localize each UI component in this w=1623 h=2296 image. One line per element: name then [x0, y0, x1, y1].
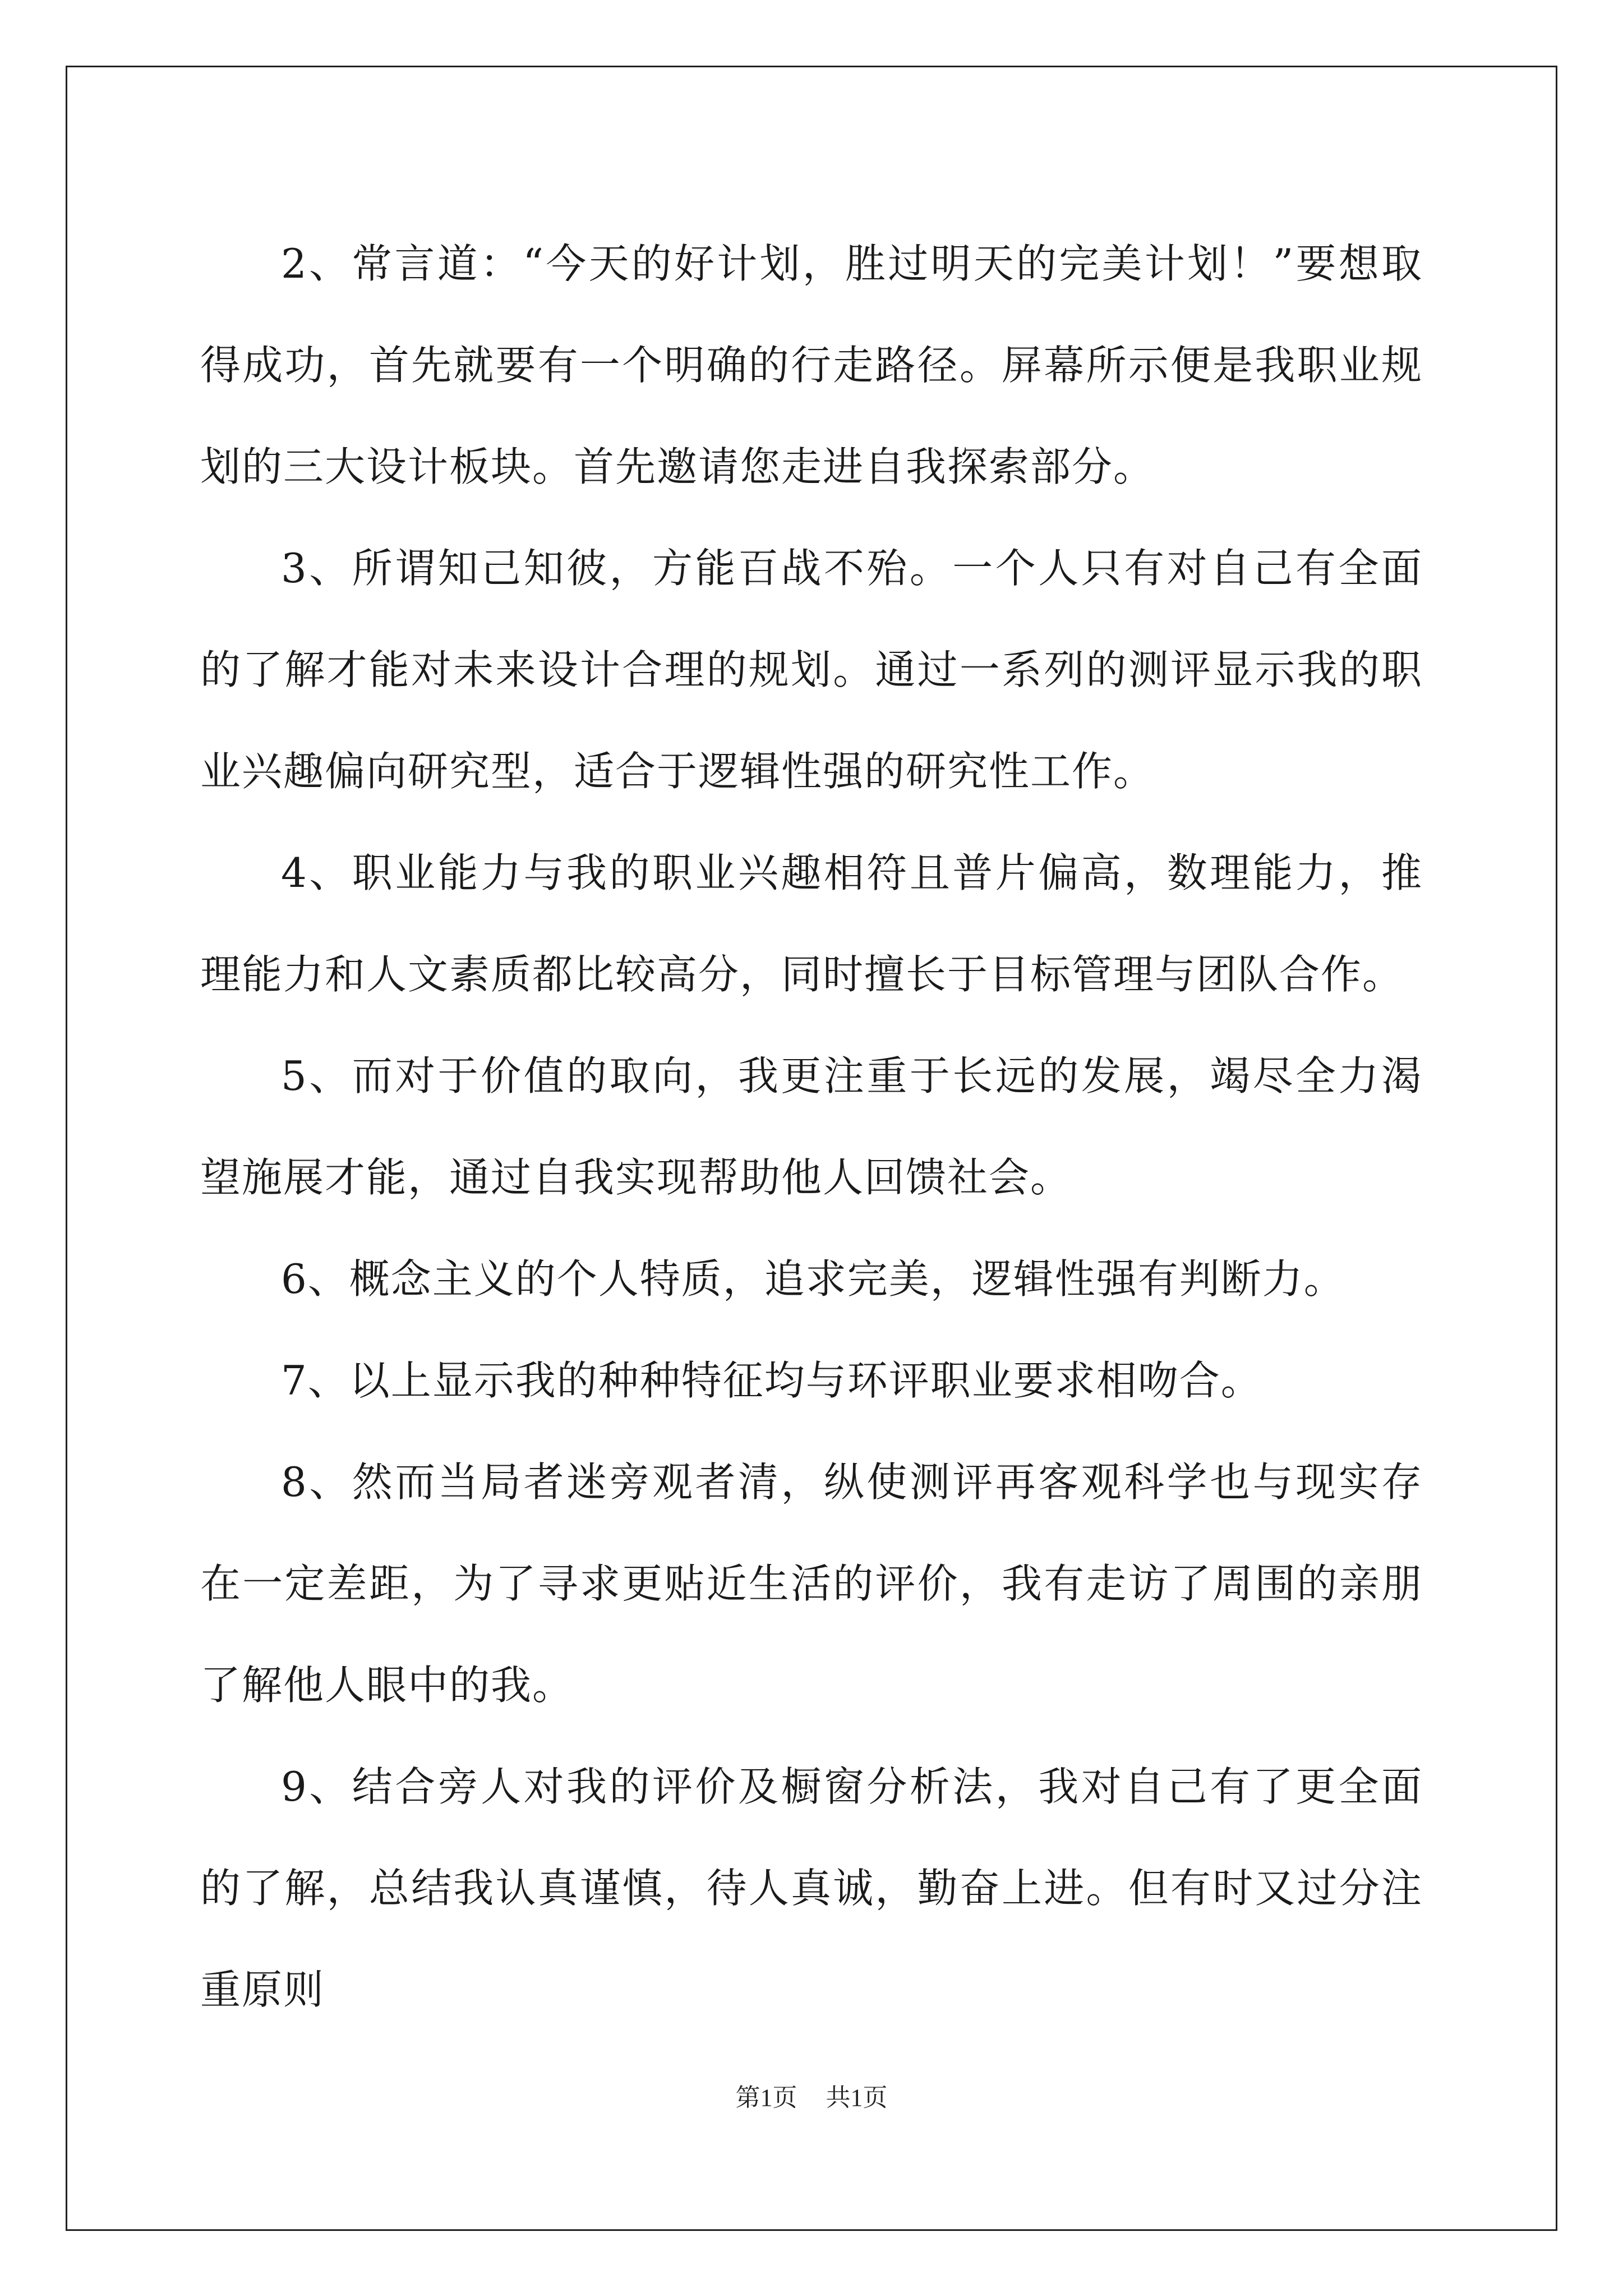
- document-body: [200, 213, 1423, 2041]
- paragraph-6: 6、概念主义的个人特质，追求完美，逻辑性强有判断力。: [281, 1255, 1345, 1303]
- paragraph-5: 5、而对于价值的取向，我更注重于长远的发展，竭尽全力渴望施展才能，通过自我实现帮助他人回馈社会。: [200, 1052, 1423, 1201]
- page-number-total: 共1页: [826, 2084, 888, 2111]
- page-footer: [0, 2081, 1623, 2115]
- paragraph-3: 3、所谓知己知彼，方能百战不殆。一个人只有对自己有全面的了解才能对未来设计合理的规划。通过一系列的测评显示我的职业兴趣偏向研究型，适合于逻辑性强的研究性工作。: [200, 545, 1423, 795]
- page-number-current: 第1页: [735, 2084, 797, 2111]
- paragraph-2: 2、常言道：“今天的好计划，胜过明天的完美计划！”要想取得成功，首先就要有一个明确的行走路径。屏幕所示便是我职业规划的三大设计板块。首先邀请您走进自我探索部分。: [200, 240, 1423, 490]
- paragraph-4: 4、职业能力与我的职业兴趣相符且普片偏高，数理能力，推理能力和人文素质都比较高分，同时擅长于目标管理与团队合作。: [200, 849, 1423, 998]
- paragraph-9: 9、结合旁人对我的评价及橱窗分析法，我对自己有了更全面的了解，总结我认真谨慎，待人真诚，勤奋上进。但有时又过分注重原则: [200, 1763, 1423, 2013]
- paragraph-7: 7、以上显示我的种种特征均与环评职业要求相吻合。: [281, 1357, 1262, 1404]
- paragraph-8: 8、然而当局者迷旁观者清，纵使测评再客观科学也与现实存在一定差距，为了寻求更贴近生活的评价，我有走访了周围的亲朋了解他人眼中的我。: [200, 1458, 1423, 1709]
